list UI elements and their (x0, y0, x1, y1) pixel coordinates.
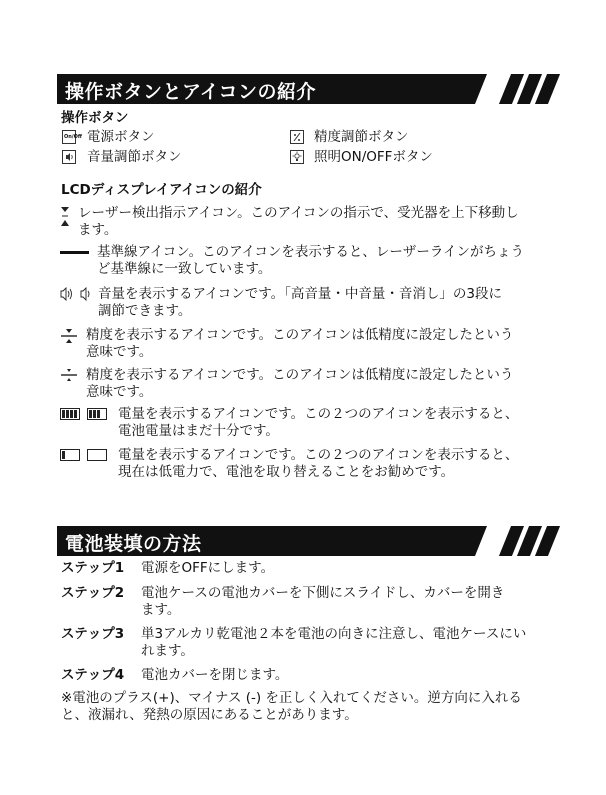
step-text: れます。 (141, 643, 194, 659)
lcd-item-text: 音量を表示するアイコンです。「高音量・中音量・音消し」の3段に (98, 286, 503, 302)
light-button-icon (290, 150, 304, 164)
lcd-item-text: レーザー検出指示アイコン。このアイコンの指示で、受光器を上下移動し (78, 205, 519, 221)
lcd-item-text: ます。 (78, 222, 118, 238)
step-text: 単3アルカリ乾電池２本を電池の向きに注意し、電池ケースにい (141, 626, 527, 642)
light-button-label: 照明ON/OFFボタン (314, 149, 433, 165)
lcd-item-text: 精度を表示するアイコンです。このアイコンは低精度に設定したという (86, 367, 514, 383)
lcd-item-text: 電量を表示するアイコンです。この２つのアイコンを表示すると、 (118, 447, 519, 463)
power-button-icon: On/Off (62, 130, 76, 144)
section-title: 操作ボタンとアイコンの紹介 (65, 81, 317, 103)
step-label: ステップ4 (61, 667, 125, 683)
step-text: 電池ケースの電池カバーを下側にスライドし、カバーを開き (141, 585, 505, 601)
precision-button-label: 精度調節ボタン (314, 129, 409, 145)
lcd-item-text: 現在は低電力で、電池を取り替えることをお勧めです。 (118, 464, 455, 480)
lcd-item-text: 基準線アイコン。このアイコンを表示すると、レーザーラインがちょう (97, 244, 525, 260)
power-button-label: 電源ボタン (87, 129, 155, 145)
section-banner-battery (57, 526, 542, 556)
volume-level-icon (60, 287, 94, 301)
lcd-item-text: 調節できます。 (98, 303, 192, 319)
step-text: 電源をOFFにします。 (141, 560, 275, 576)
volume-button-label: 音量調節ボタン (87, 149, 182, 165)
step-label: ステップ3 (61, 626, 125, 642)
lcd-item-text: ど基準線に一致しています。 (97, 261, 272, 277)
caution-note: ※電池のプラス(+)、マイナス (-) を正しく入れてください。逆方向に入れる (61, 690, 522, 706)
section-banner-buttons-icons (57, 74, 542, 104)
step-label: ステップ1 (61, 560, 125, 576)
lcd-item-text: 精度を表示するアイコンです。このアイコンは低精度に設定したという (86, 327, 514, 343)
battery-low-icon (60, 448, 110, 462)
buttons-heading: 操作ボタン (61, 110, 129, 126)
lcd-item-text: 意味です。 (86, 384, 153, 400)
lcd-heading: LCDディスプレイアイコンの紹介 (61, 182, 262, 198)
volume-button-icon (62, 150, 76, 164)
battery-full-icon (60, 407, 110, 421)
step-text: ます。 (141, 602, 181, 618)
step-label: ステップ2 (61, 585, 125, 601)
laser-detect-icon (60, 205, 70, 229)
precision-level-icon (60, 367, 78, 383)
lcd-item-text: 電量を表示するアイコンです。この２つのアイコンを表示すると、 (118, 406, 519, 422)
caution-note: と、液漏れ、発熱の原因にあることがあります。 (61, 707, 358, 723)
precision-level-icon (60, 328, 78, 344)
step-text: 電池カバーを閉じます。 (141, 667, 289, 683)
lcd-item-text: 意味です。 (86, 344, 153, 360)
lcd-item-text: 電池電量はまだ十分です。 (118, 423, 279, 439)
baseline-icon (60, 251, 89, 254)
section-title: 電池装填の方法 (65, 533, 202, 555)
precision-button-icon (290, 130, 304, 144)
